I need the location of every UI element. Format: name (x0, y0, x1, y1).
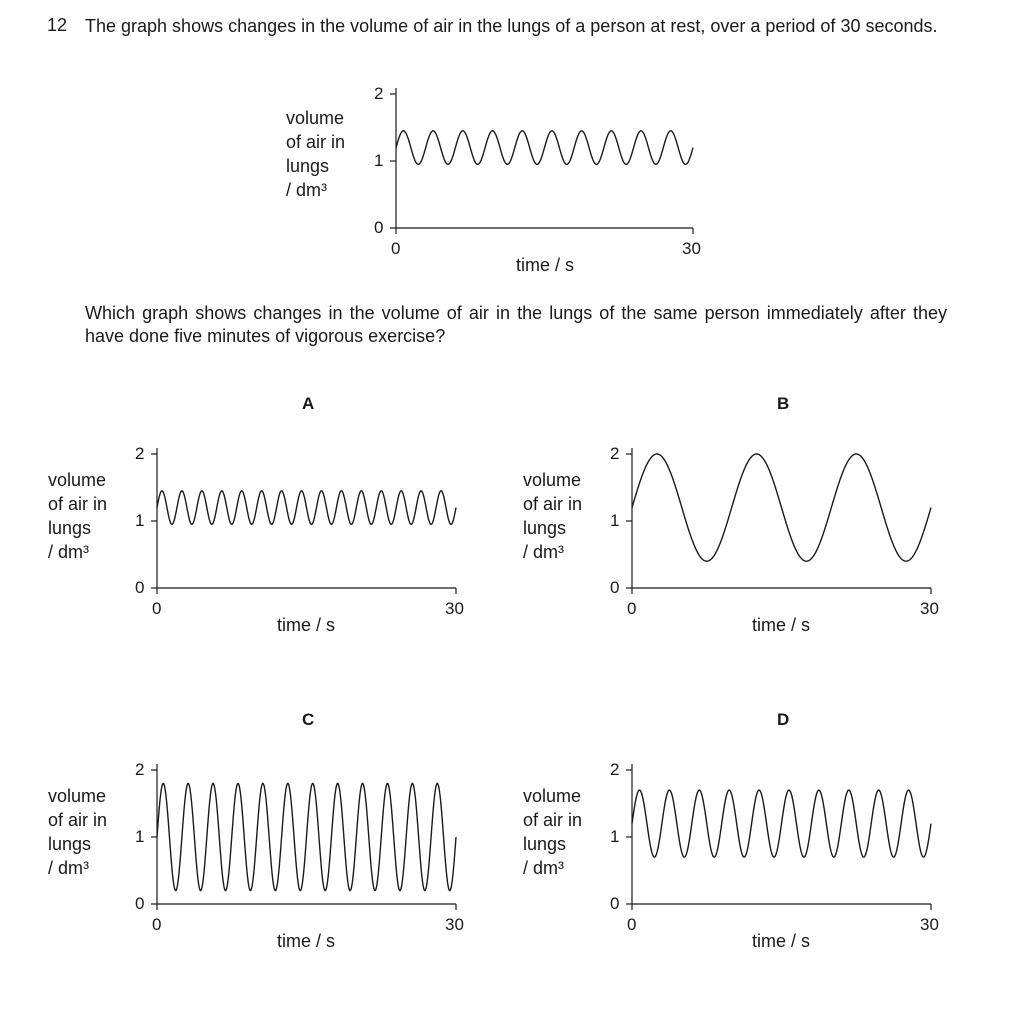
y-axis-label-line: volume (286, 108, 345, 128)
y-tick-label-D-2: 2 (610, 760, 620, 779)
x-tick-label-D-end: 30 (920, 915, 939, 934)
y-tick-label-B-1: 1 (610, 511, 620, 530)
x-tick-label-rest-end: 30 (682, 239, 701, 258)
y-axis-label-line: / dm³ (523, 858, 565, 878)
y-tick-label-C-2: 2 (135, 760, 145, 779)
series-line-C (157, 783, 456, 890)
x-tick-label-A-start: 0 (152, 599, 162, 618)
y-tick-label-rest-2: 2 (374, 84, 384, 103)
y-axis-label-line: of air in (48, 494, 108, 514)
y-axis-label-line: lungs (523, 834, 567, 854)
y-axis-label-line: volume (48, 786, 107, 806)
series-line-B (632, 454, 931, 561)
y-tick-label-A-2: 2 (135, 444, 145, 463)
y-axis-label-line: of air in (523, 810, 583, 830)
x-axis-label-B: time / s (752, 615, 811, 635)
y-axis-label-line: of air in (523, 494, 583, 514)
x-tick-label-D-start: 0 (627, 915, 637, 934)
option-label-A: A (302, 394, 315, 413)
y-axis-label-line: lungs (48, 834, 92, 854)
x-tick-label-B-end: 30 (920, 599, 939, 618)
x-axis-label-rest: time / s (516, 255, 575, 275)
y-tick-label-C-1: 1 (135, 827, 145, 846)
y-axis-label-line: volume (48, 470, 107, 490)
y-tick-label-A-1: 1 (135, 511, 145, 530)
y-axis-label-line: / dm³ (286, 180, 328, 200)
y-axis-label-line: lungs (523, 518, 567, 538)
option-label-C: C (302, 710, 315, 729)
y-axis-label-line: volume (523, 786, 582, 806)
x-tick-label-B-start: 0 (627, 599, 637, 618)
option-label-D: D (777, 710, 790, 729)
y-axis-label-line: lungs (286, 156, 330, 176)
y-axis-label-line: of air in (48, 810, 108, 830)
question-number: 12 (47, 15, 68, 35)
y-tick-label-rest-1: 1 (374, 151, 384, 170)
x-axis-label-A: time / s (277, 615, 336, 635)
question-text: The graph shows changes in the volume of air in the lungs of a person at rest, over a period of 30 seconds. (85, 16, 938, 36)
x-tick-label-C-end: 30 (445, 915, 464, 934)
y-tick-label-C-0: 0 (135, 894, 145, 913)
y-tick-label-B-2: 2 (610, 444, 620, 463)
x-axis-label-C: time / s (277, 931, 336, 951)
y-axis-label-line: lungs (48, 518, 92, 538)
y-axis-label-line: / dm³ (48, 858, 90, 878)
option-label-B: B (777, 394, 790, 413)
series-line-D (632, 790, 931, 857)
x-tick-label-A-end: 30 (445, 599, 464, 618)
y-tick-label-D-0: 0 (610, 894, 620, 913)
y-tick-label-D-1: 1 (610, 827, 620, 846)
x-tick-label-rest-start: 0 (391, 239, 401, 258)
series-line-A (157, 491, 456, 524)
x-tick-label-C-start: 0 (152, 915, 162, 934)
x-axis-label-D: time / s (752, 931, 811, 951)
y-tick-label-A-0: 0 (135, 578, 145, 597)
question-ask: Which graph shows changes in the volume of air in the lungs of the same person immediately after they have done five minutes of vigorous exercise? (85, 303, 947, 346)
y-axis-label-line: / dm³ (523, 542, 565, 562)
series-line-rest (396, 131, 693, 164)
y-tick-label-rest-0: 0 (374, 218, 384, 237)
y-axis-label-line: volume (523, 470, 582, 490)
y-axis-label-line: of air in (286, 132, 346, 152)
y-tick-label-B-0: 0 (610, 578, 620, 597)
y-axis-label-line: / dm³ (48, 542, 90, 562)
